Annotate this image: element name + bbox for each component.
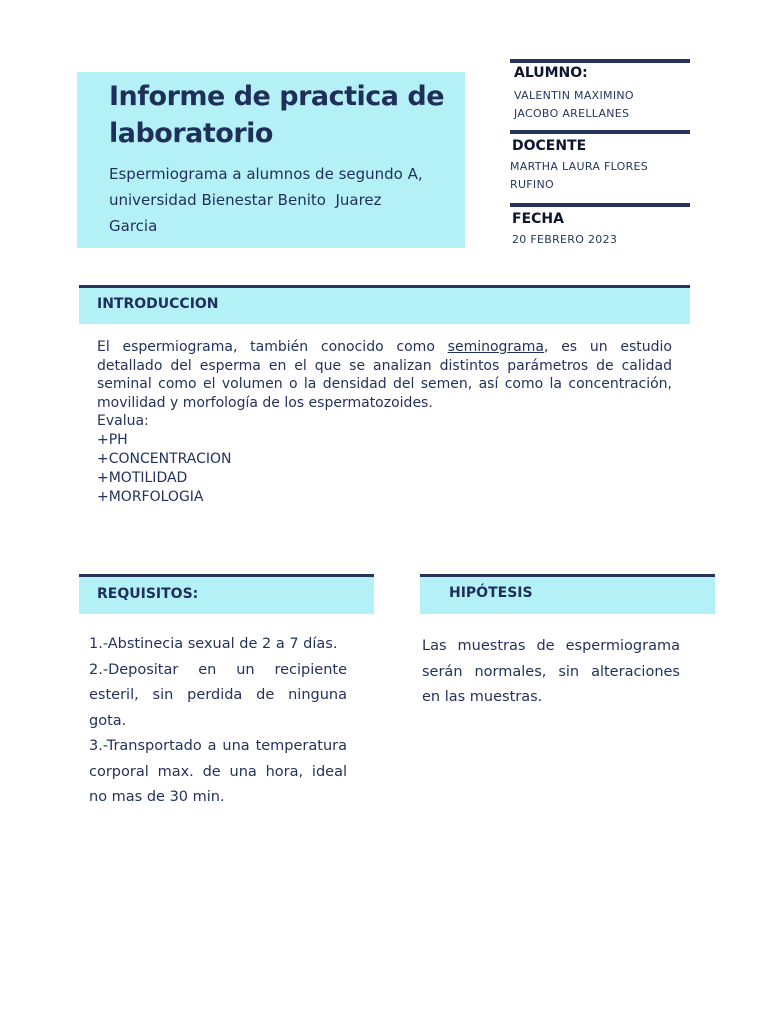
hipotesis-paragraph: Las muestras de espermiograma serán normales, sin alteraciones en las muestras. [422,638,680,705]
document-subtitle [109,161,453,239]
fecha-value: 20 FEBRERO 2023 [512,233,618,246]
list-item: 1.-Abstinecia sexual de 2 a 7 días. [89,636,338,652]
introduccion-heading: INTRODUCCION [97,296,219,312]
subtitle-line-2: universidad Bienestar Benito Juarez [109,191,382,209]
requisitos-list [89,632,347,811]
title-line-1: Informe de practica de [109,81,445,112]
list-item: 3.-Transportado a una temperatura corporal max. de una hora, ideal no mas de 30 min. [89,738,347,805]
document-title [109,78,453,152]
docente-label: DOCENTE [512,138,587,154]
introduccion-header [79,285,690,324]
list-item: +CONCENTRACION [97,451,232,467]
divider [510,130,690,134]
docente-section [510,130,690,194]
alumno-name [514,87,690,123]
hipotesis-heading: HIPÓTESIS [449,585,533,601]
introduccion-paragraph [97,338,672,412]
evalua-label: Evalua: [97,413,149,429]
fecha-label: FECHA [512,211,564,227]
alumno-section [510,59,690,123]
divider [510,59,690,63]
docente-line-2: RUFINO [510,178,554,191]
alumno-label: ALUMNO: [514,65,588,81]
seminograma-link[interactable]: seminograma [447,339,544,355]
alumno-line-2: JACOBO ARELLANES [514,107,630,120]
intro-text-end: , es un estudio detallado del esperma en el que se analizan distintos parámetros de calidad seminal como el volumen o la densidad del semen, así como la concentración, movilidad y morfología de los espermatozoides. [97,339,672,411]
divider [79,285,690,288]
list-item: +PH [97,432,128,448]
list-item: 2.-Depositar en un recipiente esteril, sin perdida de ninguna gota. [89,661,347,729]
intro-text-start: El espermiograma, también conocido como [97,339,448,355]
fecha-section [510,203,690,249]
title-line-2: laboratorio [109,118,273,149]
evalua-list [97,412,232,507]
requisitos-header [79,574,374,614]
title-block [77,72,465,248]
divider [510,203,690,207]
list-item: +MOTILIDAD [97,470,188,486]
docente-line-1: MARTHA LAURA FLORES [510,160,649,173]
divider [420,574,715,577]
divider [79,574,374,577]
alumno-line-1: VALENTIN MAXIMINO [514,89,634,102]
requisitos-heading: REQUISITOS: [97,586,199,602]
subtitle-line-3: Garcia [109,217,158,235]
hipotesis-header [420,574,715,614]
list-item: +MORFOLOGIA [97,489,204,505]
subtitle-line-1: Espermiograma a alumnos de segundo A, [109,165,423,183]
docente-name [510,158,690,194]
